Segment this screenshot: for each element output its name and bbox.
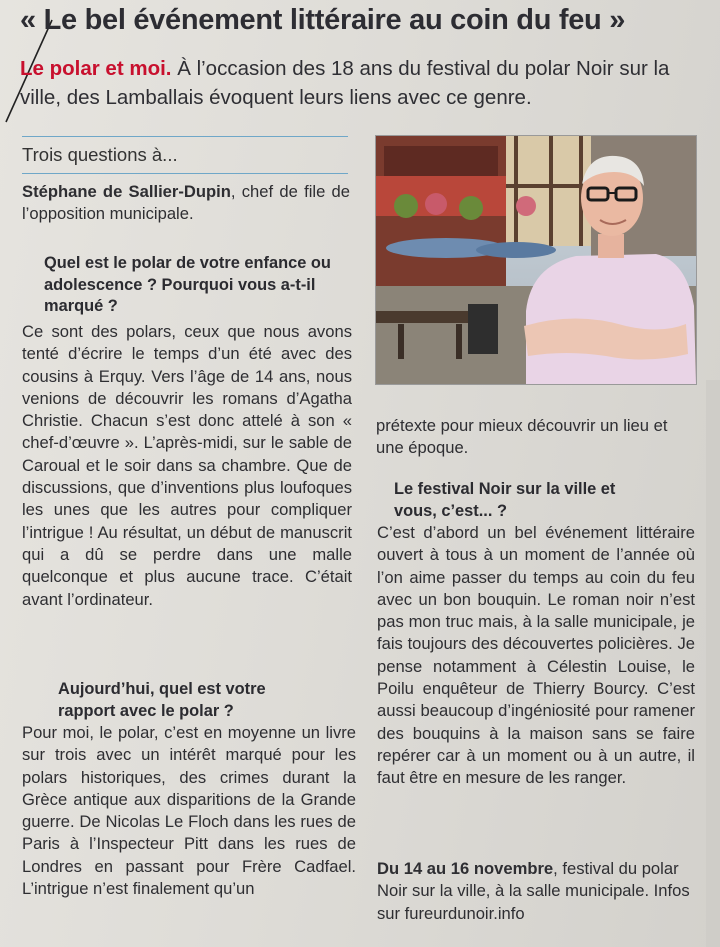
kicker: Trois questions à... [22, 144, 178, 165]
intro-text: À l’occasion des 18 ans du festival du polar Noir sur la ville, des Lamballais évoquent leurs liens avec ce genre. [20, 57, 670, 109]
festival-details: , festival du polar Noir sur la ville, à la salle municipale. Infos sur fureurdunoir.info [377, 859, 690, 923]
question-1: Quel est le polar de votre enfance ou adolescence ? Pourquoi vous a-t-il marqué ? [44, 254, 331, 315]
adjacent-column-edge [706, 380, 720, 947]
photo-portrait [375, 135, 697, 385]
question-2: Aujourd’hui, quel est votre rapport avec le polar ? [58, 680, 266, 720]
intro-lead: Le polar et moi. [20, 57, 172, 80]
answer-3: C’est d’abord un bel événement littéraire ouvert à tous à un moment de l’année où l’on aime passer du temps au coin du feu avec un bon bouquin. Le roman noir n’est pas mon truc mais, à la salle municipale, je fais toujours des découvertes policières. Je pense notamment à Célestin Louise, le Poilu enquêteur de Thierry Bourcy. C’est aussi beaucoup d’ingéniosité pour ramener des bouquins à la maison sans se faire repérer car à un moment ou à un autre, il faut être en mesure de les ranger. [377, 523, 695, 788]
festival-info [377, 858, 695, 925]
answer-1: Ce sont des polars, ceux que nous avons tenté d’écrire le temps d’un été avec des cousins à Erquy. Vers l’âge de 14 ans, nous venions de découvrir les romans d’Agatha Christie. Chacun s’est donc attelé à son « chef-d’œuvre ». L’après-midi, sur le sable de Caroual et le soir dans sa chambre. Que de discussions, que d’inventions plus loufoques les unes que les autres pour compliquer l’intrigue ! Au résultat, un début de manuscrit qui a dû se perdre dans une malle quelconque et plus aucune trace. C’était avant l’ordinateur. [22, 322, 352, 609]
answer-2: Pour moi, le polar, c’est en moyenne un livre sur trois avec un intérêt marqué pour les polars historiques, des crimes durant la Grèce antique aux disparitions de la Grande guerre. De Nicolas Le Floch dans les rues de Paris à l’Inspecteur Pitt dans les rues de Londres en passant pour Frère Cadfael. L’intrigue n’est finalement qu’un [22, 723, 356, 899]
headline: « Le bel événement littéraire au coin du feu » [20, 4, 626, 36]
kicker-rule [22, 173, 348, 174]
person-name: Stéphane de Sallier-Dupin [22, 182, 231, 201]
festival-dates: Du 14 au 16 novembre [377, 859, 554, 878]
answer-2-continued: prétexte pour mieux découvrir un lieu et une époque. [376, 416, 668, 458]
intro-paragraph [20, 54, 710, 112]
person-intro [22, 181, 350, 226]
person-role: , chef de file de l’opposition municipale. [22, 182, 351, 224]
question-3: Le festival Noir sur la ville et vous, c’est... ? [394, 480, 616, 520]
section-rule [22, 136, 348, 137]
